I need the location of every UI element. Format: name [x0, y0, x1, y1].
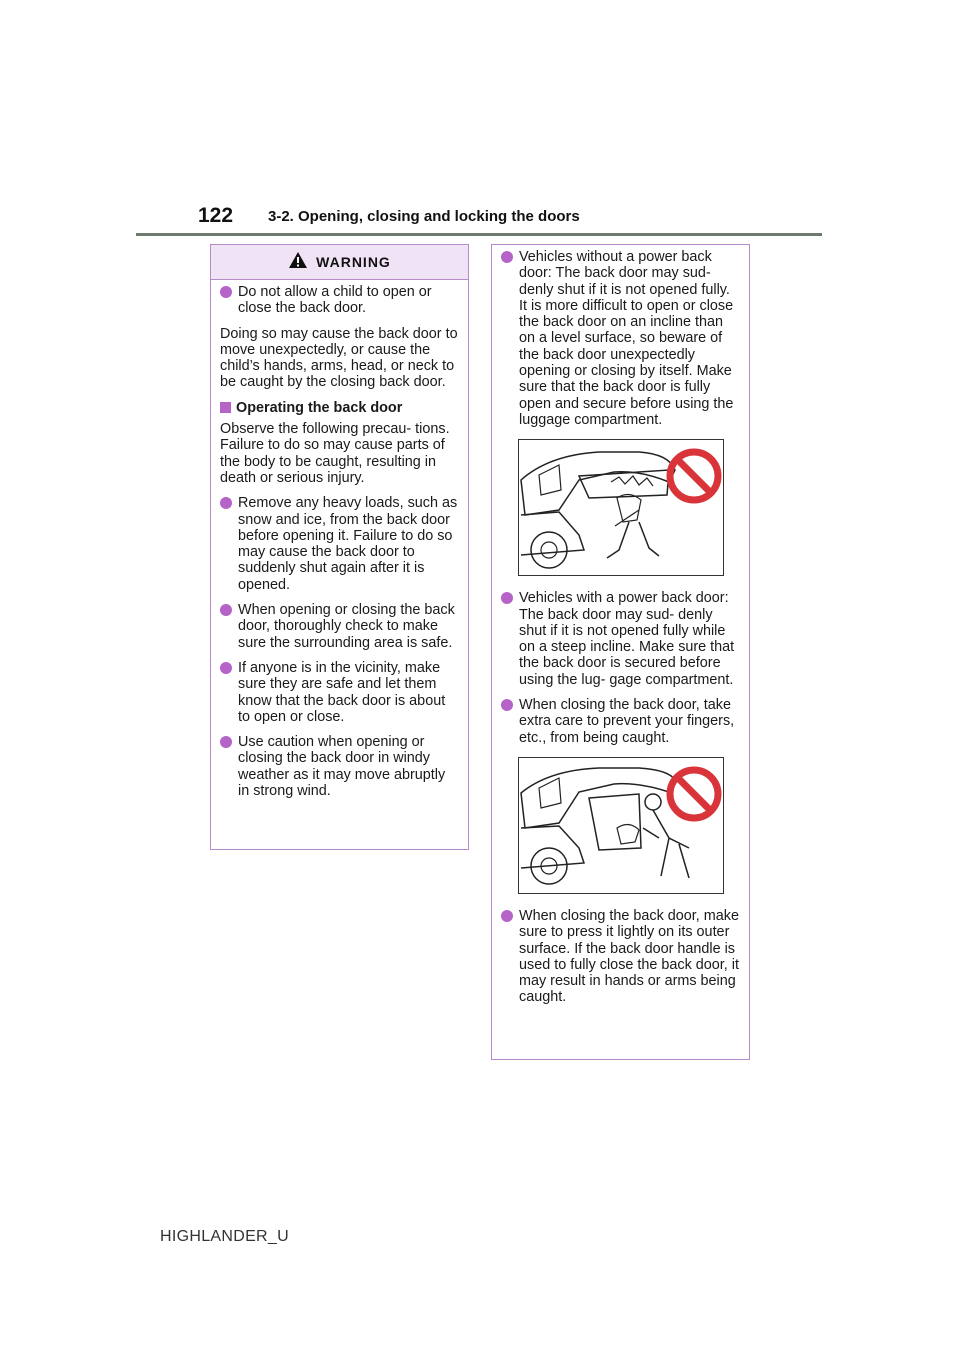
warning-bullet [220, 602, 460, 651]
bullet-text: Do not allow a child to open or close the back door. [238, 284, 432, 317]
warning-title: WARNING [316, 254, 391, 270]
page-header [198, 204, 818, 234]
bullet-dot-icon [220, 604, 232, 616]
footer-model-code: HIGHLANDER_U [160, 1228, 289, 1245]
section-title: 3-2. Opening, closing and locking the doors [268, 208, 580, 225]
prohibition-icon [665, 765, 723, 823]
warning-bullet [220, 284, 460, 317]
warning-bullet [501, 590, 741, 688]
bullet-dot-icon [220, 497, 232, 509]
square-bullet-icon [220, 402, 231, 413]
bullet-dot-icon [501, 251, 513, 263]
warning-paragraph: Observe the following precau- tions. Failure to do so may cause parts of the body to be caught, resulting in death or serious injury. [220, 421, 450, 486]
bullet-dot-icon [220, 736, 232, 748]
bullet-dot-icon [220, 662, 232, 674]
bullet-text: Use caution when opening or closing the back door in windy weather as it may move abruptly in strong wind. [238, 734, 446, 800]
warning-bullet [501, 249, 741, 428]
warning-triangle-icon [288, 251, 308, 274]
bullet-dot-icon [501, 910, 513, 922]
illustration-back-door-open [518, 439, 724, 576]
warning-bullet [220, 495, 460, 593]
bullet-dot-icon [501, 699, 513, 711]
bullet-dot-icon [220, 286, 232, 298]
illustration-back-door-closing [518, 757, 724, 894]
bullet-dot-icon [501, 592, 513, 604]
bullet-text: When opening or closing the back door, thoroughly check to make sure the surrounding area is safe. [238, 602, 455, 651]
warning-header [211, 245, 468, 280]
warning-box-right [491, 244, 750, 1060]
header-divider [136, 233, 822, 236]
warning-bullet [220, 734, 460, 799]
bullet-text: Vehicles with a power back door: The back door may sud- denly shut if it is not opened fully while on a steep incline. Make sure that the back door is secured before using the lug- gage compartment. [519, 590, 735, 688]
bullet-text: When closing the back door, take extra care to prevent your fingers, etc., from being caught. [519, 697, 735, 746]
warning-bullet [501, 697, 741, 746]
warning-paragraph: Doing so may cause the back door to move unexpectedly, or cause the child’s hands, arms, head, or neck to be caught by the closing back door. [220, 325, 458, 391]
prohibition-icon [665, 447, 723, 505]
warning-subheading [220, 400, 460, 416]
bullet-text: Vehicles without a power back door: The back door may sud- denly shut if it is not opened fully. It is more difficult to open or close the back door on an incline than on a level surface, so beware of the back door unexpectedly opening or closing by itself. Make sure that the back door is fully open and secure before using the luggage compartment. [519, 249, 734, 428]
bullet-text: When closing the back door, make sure to press it lightly on its outer surface. If the back door handle is used to fully close the back door, it may result in hands or arms being caught. [519, 907, 739, 1006]
warning-bullet [501, 908, 741, 1006]
page-number: 122 [198, 204, 234, 227]
bullet-text: If anyone is in the vicinity, make sure they are safe and let them know that the back door is about to open or close. [238, 659, 446, 725]
bullet-text: Remove any heavy loads, such as snow and ice, from the back door before opening it. Failure to do so may cause the back door to suddenly shut again after it is opened. [238, 495, 458, 593]
subheading-text: Operating the back door [236, 399, 403, 416]
warning-bullet [220, 660, 460, 725]
warning-box-left [210, 244, 469, 850]
